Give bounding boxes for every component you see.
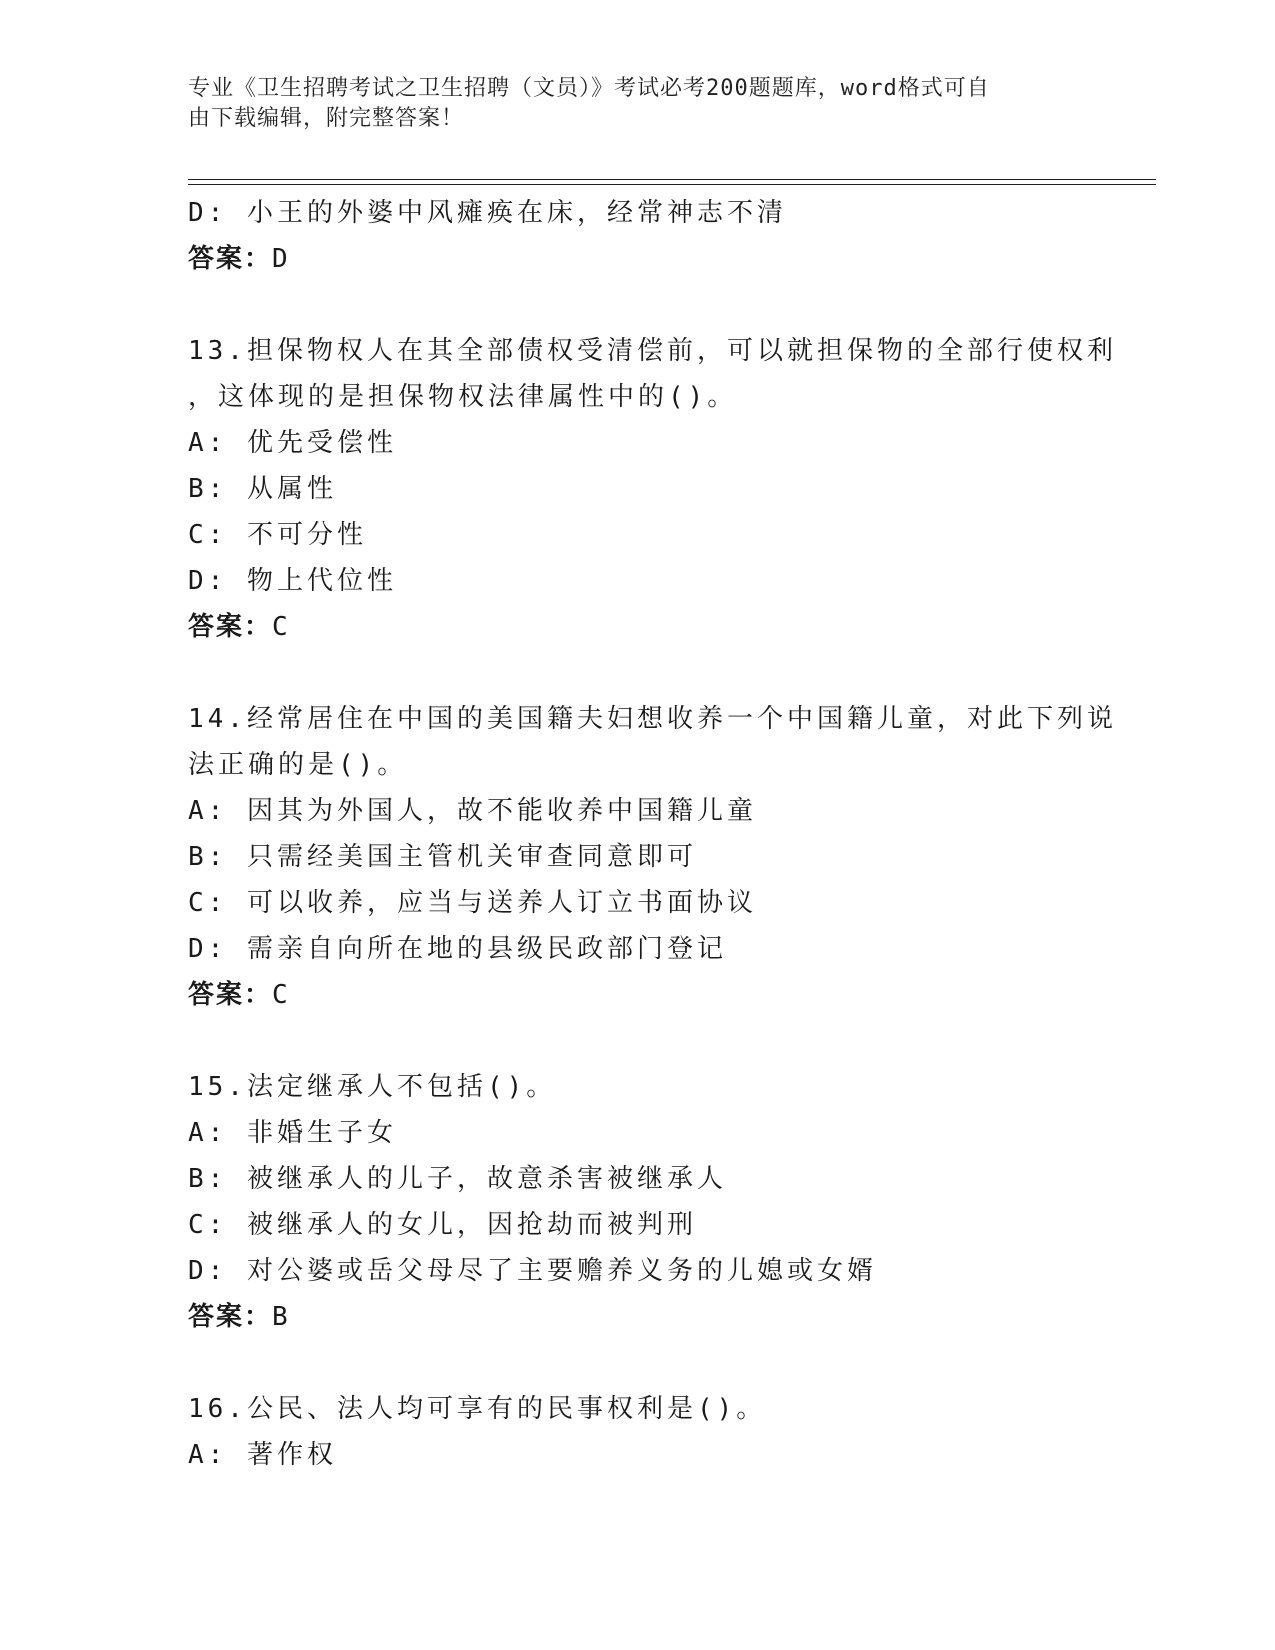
option-a: A: 优先受偿性 (188, 428, 397, 458)
option-a: A: 著作权 (188, 1440, 337, 1470)
option-c: C: 可以收养，应当与送养人订立书面协议 (188, 888, 757, 918)
question-stem: 16.公民、法人均可享有的民事权利是()。 (188, 1394, 767, 1424)
answer-value: B (272, 1302, 289, 1332)
option-a: A: 非婚生子女 (188, 1118, 397, 1148)
question-stem: 法正确的是()。 (188, 750, 408, 780)
answer-line (188, 972, 1088, 1018)
option-c: C: 不可分性 (188, 520, 367, 550)
answer-label: 答案： (188, 612, 273, 642)
question-stem: ，这体现的是担保物权法律属性中的()。 (188, 382, 738, 412)
answer-label: 答案： (188, 980, 273, 1010)
option-b: B: 从属性 (188, 474, 337, 504)
option-d: D: 需亲自向所在地的县级民政部门登记 (188, 934, 727, 964)
header-divider-top (188, 179, 1156, 180)
question-stem: 15.法定继承人不包括()。 (188, 1072, 557, 1102)
option-c: C: 被继承人的女儿，因抢劫而被判刑 (188, 1210, 697, 1240)
header-divider-bottom (188, 184, 1156, 185)
document-header (188, 74, 1068, 134)
option-b: B: 被继承人的儿子，故意杀害被继承人 (188, 1164, 727, 1194)
answer-value: C (272, 980, 289, 1010)
option-d: D: 小王的外婆中风瘫痪在床，经常神志不清 (188, 198, 787, 228)
question-content (188, 190, 1117, 1478)
question-stem: 13.担保物权人在其全部债权受清偿前，可以就担保物的全部行使权利 (188, 336, 1117, 366)
option-a: A: 因其为外国人，故不能收养中国籍儿童 (188, 796, 757, 826)
header-line-2: 由下载编辑，附完整答案！ (188, 106, 465, 131)
option-d: D: 物上代位性 (188, 566, 397, 596)
question-stem: 14.经常居住在中国的美国籍夫妇想收养一个中国籍儿童，对此下列说 (188, 704, 1117, 734)
answer-label: 答案： (188, 1302, 273, 1332)
answer-line (188, 1294, 1088, 1340)
answer-value: C (272, 612, 289, 642)
answer-label: 答案： (188, 244, 273, 274)
header-line-1: 专业《卫生招聘考试之卫生招聘（文员）》考试必考200题题库，word格式可自 (188, 76, 990, 101)
answer-value: D (272, 244, 289, 274)
answer-line (188, 604, 1088, 650)
answer-line (188, 236, 1088, 282)
option-d: D: 对公婆或岳父母尽了主要赡养义务的儿媳或女婿 (188, 1256, 877, 1286)
option-b: B: 只需经美国主管机关审查同意即可 (188, 842, 697, 872)
